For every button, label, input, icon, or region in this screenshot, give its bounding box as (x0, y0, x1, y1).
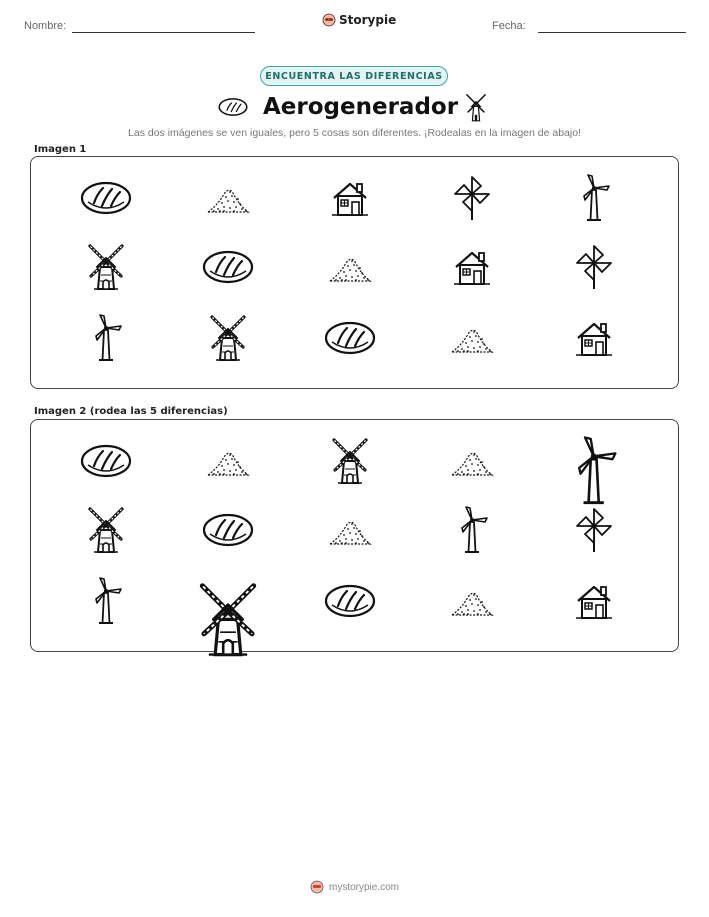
windmill-icon (208, 314, 248, 362)
image1-panel (30, 156, 679, 389)
wind-turbine-icon (577, 174, 611, 222)
bread-icon (202, 249, 254, 285)
pinwheel-icon (453, 174, 491, 222)
sand-pile-icon (204, 181, 252, 215)
brand-name: Storypie (339, 13, 397, 27)
picture-item (554, 307, 634, 369)
bread-icon (324, 583, 376, 619)
wind-turbine-icon (89, 577, 123, 625)
sand-pile-icon (326, 250, 374, 284)
bread-icon (218, 96, 248, 118)
picture-item (432, 307, 512, 369)
picture-item (310, 307, 390, 369)
storypie-mascot-icon (322, 13, 336, 27)
spot-item[interactable] (66, 499, 146, 561)
spot-item[interactable] (432, 570, 512, 632)
bread-icon (80, 443, 132, 479)
footer (0, 880, 709, 894)
name-label: Nombre: (24, 20, 67, 32)
windmill-icon (464, 92, 488, 122)
picture-item (432, 236, 512, 298)
picture-item (188, 167, 268, 229)
sand-pile-icon (448, 444, 496, 478)
spot-item[interactable] (188, 430, 268, 492)
wind-turbine-icon (455, 506, 489, 554)
date-field[interactable] (538, 32, 686, 33)
pinwheel-icon (575, 506, 613, 554)
spot-item[interactable] (310, 570, 390, 632)
title-windmill-icon (462, 90, 490, 124)
spot-item[interactable] (310, 499, 390, 561)
picture-item (432, 167, 512, 229)
sand-pile-icon (326, 513, 374, 547)
wind-turbine-icon (569, 436, 618, 506)
sand-pile-icon (448, 321, 496, 355)
activity-badge: ENCUENTRA LAS DIFERENCIAS (260, 66, 448, 86)
picture-item (66, 307, 146, 369)
house-icon (574, 581, 614, 621)
sand-pile-icon (448, 584, 496, 618)
picture-item (554, 167, 634, 229)
image2-panel[interactable] (30, 419, 679, 652)
house-icon (574, 318, 614, 358)
windmill-icon (86, 243, 126, 291)
picture-item (554, 236, 634, 298)
bread-icon (202, 512, 254, 548)
picture-item (310, 167, 390, 229)
windmill-icon (330, 437, 370, 485)
spot-item[interactable] (66, 570, 146, 632)
instructions: Las dos imágenes se ven iguales, pero 5 cosas son diferentes. ¡Rodealas en la imagen de abajo! (128, 127, 581, 139)
bread-icon (80, 180, 132, 216)
name-field[interactable] (72, 32, 255, 33)
picture-item (188, 307, 268, 369)
wind-turbine-icon (89, 314, 123, 362)
pinwheel-icon (575, 243, 613, 291)
picture-item (66, 167, 146, 229)
spot-item[interactable] (432, 499, 512, 561)
spot-item[interactable] (310, 430, 390, 492)
image2-label: Imagen 2 (rodea las 5 diferencias) (34, 406, 228, 417)
spot-item[interactable] (554, 499, 634, 561)
spot-item[interactable] (66, 430, 146, 492)
image1-label: Imagen 1 (34, 144, 87, 155)
spot-item[interactable] (188, 570, 268, 669)
house-icon (452, 247, 492, 287)
brand-logo (322, 13, 396, 27)
spot-item[interactable] (554, 570, 634, 632)
spot-item[interactable] (188, 499, 268, 561)
windmill-icon (196, 581, 260, 658)
windmill-icon (86, 506, 126, 554)
bread-icon (324, 320, 376, 356)
sand-pile-icon (204, 444, 252, 478)
footer-site: mystorypie.com (328, 881, 399, 893)
date-label: Fecha: (492, 20, 526, 32)
house-icon (330, 178, 370, 218)
spot-item[interactable] (432, 430, 512, 492)
picture-item (188, 236, 268, 298)
storypie-mascot-icon (310, 880, 324, 894)
page-title: Aerogenerador (263, 94, 459, 120)
picture-item (310, 236, 390, 298)
title-bread-icon (216, 92, 250, 122)
picture-item (66, 236, 146, 298)
